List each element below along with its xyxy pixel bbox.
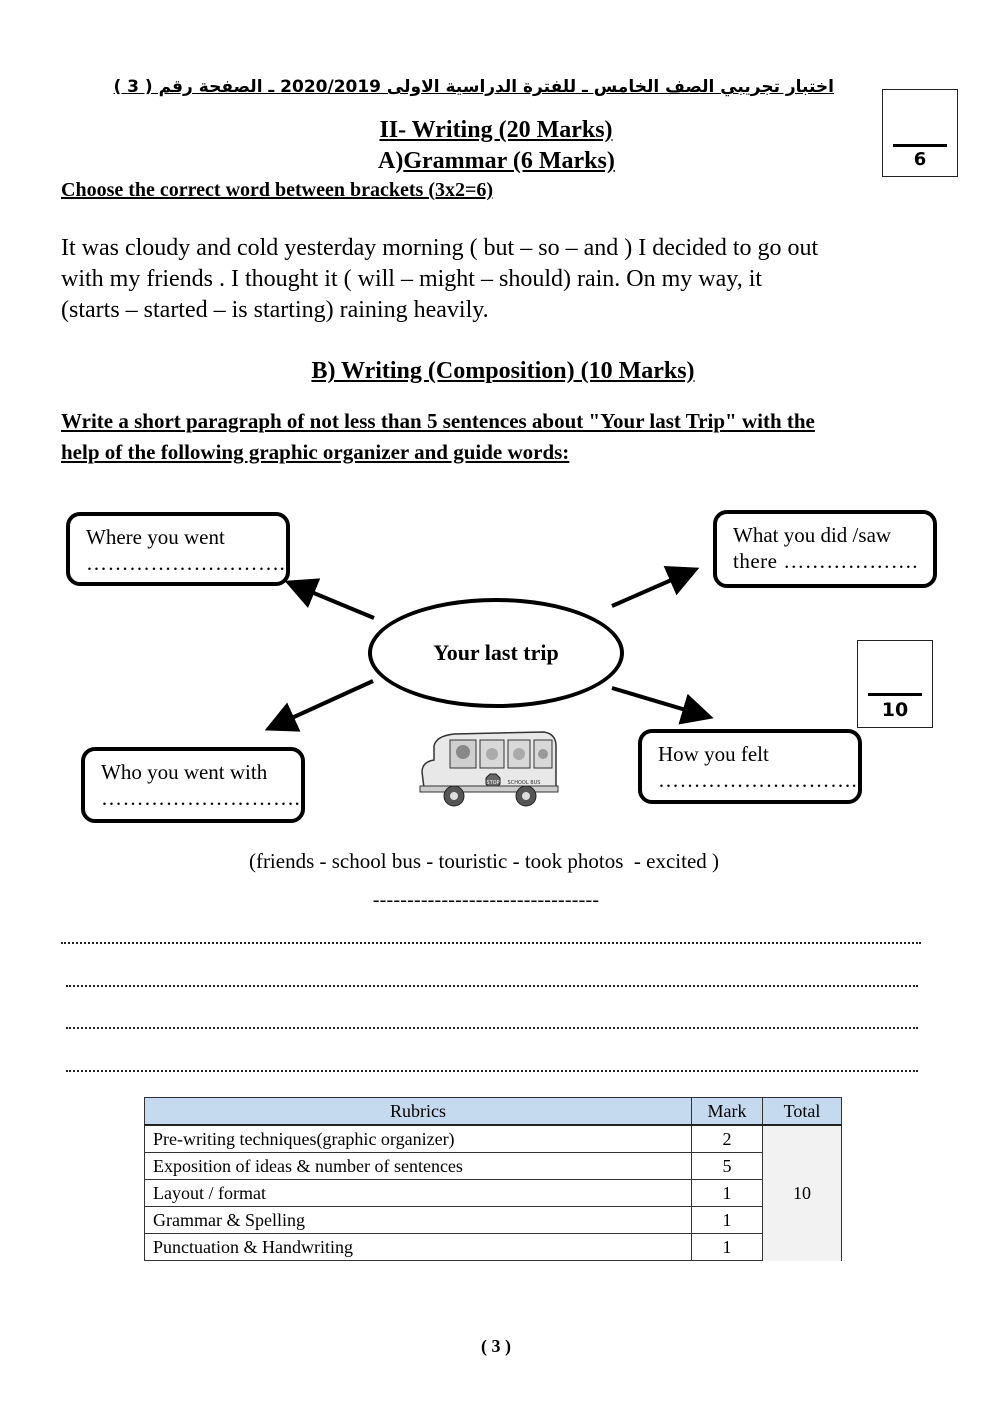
arrow-to-where (292, 584, 374, 618)
grammar-line: (starts – started – is starting) raining heavily. (61, 297, 489, 323)
rubric-criterion: Grammar & Spelling (145, 1207, 692, 1234)
grammar-prefix: A) (378, 148, 404, 174)
svg-text:STOP: STOP (486, 780, 500, 786)
grammar-score-total: 6 (913, 149, 927, 170)
rubric-row (145, 1125, 842, 1153)
rubric-header-rubrics: Rubrics (145, 1098, 692, 1126)
node-label: What you did /saw (733, 523, 892, 547)
score-line (868, 693, 922, 696)
node-label: Where you went (86, 525, 225, 549)
organizer-center-label: Your last trip (433, 640, 559, 665)
writing-line-3[interactable] (66, 1025, 918, 1029)
arrow-to-felt (612, 688, 706, 716)
separator-line: --------------------------------- (372, 889, 600, 911)
node-who-you-went-with (81, 747, 305, 823)
rubric-mark: 1 (692, 1207, 763, 1234)
rubric-total: 10 (763, 1125, 842, 1261)
page-number: ( 3 ) (481, 1336, 511, 1356)
grammar-line: It was cloudy and cold yesterday morning ( but – so – and ) I decided to go out (61, 235, 819, 261)
rubric-row (145, 1234, 842, 1261)
rubric-row (145, 1180, 842, 1207)
instruction-line: help of the following graphic organizer and guide words: (61, 440, 570, 464)
grammar-instruction: Choose the correct word between brackets (3x2=6) (61, 179, 494, 201)
rubric-criterion: Pre-writing techniques(graphic organizer) (145, 1125, 692, 1153)
rubric-header-total: Total (763, 1098, 842, 1126)
instruction-line: Write a short paragraph of not less than 5 sentences about "Your last Trip" with the (61, 409, 815, 433)
arrow-to-who (272, 681, 373, 727)
rubric-criterion: Layout / format (145, 1180, 692, 1207)
rubric-table (144, 1097, 842, 1261)
writing-line-4[interactable] (66, 1068, 918, 1072)
rubric-criterion: Exposition of ideas & number of sentences (145, 1153, 692, 1180)
composition-score-box (857, 640, 933, 728)
node-blank: ………………………. (101, 786, 301, 810)
school-bus-icon (414, 726, 562, 810)
organizer-center (368, 598, 624, 708)
node-blank: ………………………. (86, 551, 286, 575)
rubric-criterion: Punctuation & Handwriting (145, 1234, 692, 1261)
writing-line-1[interactable] (61, 940, 921, 944)
arabic-page-header: اختبار تجريبي الصف الخامس ـ للفترة الدراسية الاولى 2020/2019 ـ الصفحة رقم ( 3 ) (113, 77, 834, 97)
rubric-mark: 1 (692, 1234, 763, 1261)
rubric-mark: 1 (692, 1180, 763, 1207)
writing-line-2[interactable] (66, 983, 918, 987)
node-what-you-did (713, 510, 937, 588)
rubric-row (145, 1207, 842, 1234)
grammar-line: with my friends . I thought it ( will – might – should) rain. On my way, it (61, 266, 763, 292)
node-label: Who you went with (101, 760, 268, 784)
section-title-text: II- Writing (20 Marks) (379, 117, 613, 143)
rubric-header-mark: Mark (692, 1098, 763, 1126)
composition-score-total: 10 (881, 699, 909, 721)
node-blank: ………………………. (658, 768, 858, 792)
node-how-you-felt (638, 729, 862, 804)
rubric-header-row (145, 1098, 842, 1126)
node-label-line2: there ………………. (733, 549, 918, 573)
composition-title-text: B) Writing (Composition) (10 Marks) (311, 358, 695, 384)
guide-words: (friends - school bus - touristic - took photos - excited ) (248, 849, 720, 873)
svg-text:SCHOOL BUS: SCHOOL BUS (507, 780, 541, 786)
arrow-to-what (612, 571, 692, 606)
rubric-row (145, 1153, 842, 1180)
node-label: How you felt (658, 742, 769, 766)
rubric-mark: 2 (692, 1125, 763, 1153)
rubric-mark: 5 (692, 1153, 763, 1180)
node-where-you-went (66, 512, 290, 586)
grammar-title-text: Grammar (6 Marks) (403, 148, 615, 174)
